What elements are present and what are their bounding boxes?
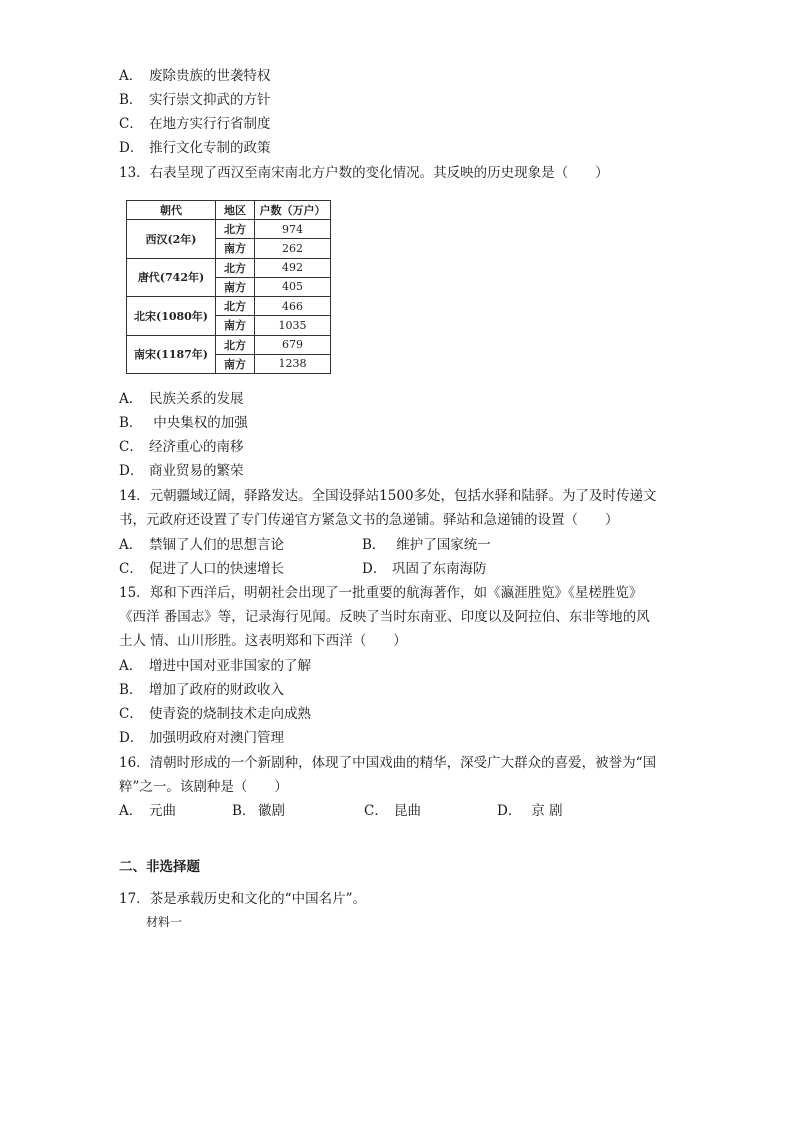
header-region: 地区 xyxy=(216,201,255,220)
q16-stem-line1: 16．清朝时形成的一个新剧种，体现了中国戏曲的精华，深受广大群众的喜爱，被誉为“国 xyxy=(119,755,657,771)
q15-option-c: C． 使青瓷的烧制技术走向成熟 xyxy=(119,706,311,722)
q16-option-a: A． 元曲 xyxy=(119,803,176,819)
q16-option-d: D． 京 剧 xyxy=(497,803,563,819)
q12-option-b: B． 实行崇文抑武的方针 xyxy=(119,92,271,108)
q12-option-d: D． 推行文化专制的政策 xyxy=(119,140,271,156)
q16-option-b: B． 徽剧 xyxy=(232,803,285,819)
q15-stem-line3: 土人 情、山川形胜。这表明郑和下西洋（ ） xyxy=(119,633,407,649)
header-households: 户数（万户） xyxy=(255,201,331,220)
table-header-row xyxy=(127,201,331,220)
header-dynasty: 朝代 xyxy=(127,201,216,220)
q16-option-c: C． 昆曲 xyxy=(364,803,421,819)
q12-option-a: A． 废除贵族的世袭特权 xyxy=(119,68,271,84)
q13-option-c: C． 经济重心的南移 xyxy=(119,439,244,455)
section-title: 二、非选择题 xyxy=(119,859,200,875)
table-row: 唐代(742年) 北方 492 xyxy=(127,258,331,277)
q16-stem-line2: 粹”之一。该剧种是（ ） xyxy=(119,779,288,795)
q13-stem: 13．右表呈现了西汉至南宋南北方户数的变化情况。其反映的历史现象是（ ） xyxy=(119,165,609,181)
table-row: 南方 1238 xyxy=(127,354,331,373)
table-row: 南宋(1187年) 北方 679 xyxy=(127,335,331,354)
households-table xyxy=(126,200,333,375)
q15-option-a: A． 增进中国对亚非国家的了解 xyxy=(119,658,311,674)
table-row: 北宋(1080年) 北方 466 xyxy=(127,297,331,316)
q17-stem: 17．茶是承载历史和文化的“中国名片”。 xyxy=(119,891,366,907)
q12-option-c: C． 在地方实行行省制度 xyxy=(119,116,271,132)
q15-stem-line1: 15．郑和下西洋后，明朝社会出现了一批重要的航海著作，如《瀛涯胜览》《星槎胜览》 xyxy=(119,585,643,601)
table-row: 南方 405 xyxy=(127,277,331,296)
table-row: 南方 262 xyxy=(127,239,331,258)
table-row: 南方 1035 xyxy=(127,316,331,335)
q13-option-a: A． 民族关系的发展 xyxy=(119,391,244,407)
q14-stem-line1: 14．元朝疆域辽阔，驿路发达。全国设驿站1500多处，包括水驿和陆驿。为了及时传递文 xyxy=(119,488,657,504)
q14-option-a: A． 禁锢了人们的思想言论 xyxy=(119,537,284,553)
table-row: 西汉(2年) 北方 974 xyxy=(127,220,331,239)
q14-option-c: C． 促进了人口的快速增长 xyxy=(119,561,284,577)
q14-option-d: D． 巩固了东南海防 xyxy=(362,561,487,577)
q13-option-d: D． 商业贸易的繁荣 xyxy=(119,463,244,479)
q15-stem-line2: 《西洋 番国志》等，记录海行见闻。反映了当时东南亚、印度以及阿拉伯、东非等地的风 xyxy=(119,609,650,625)
q14-option-b: B． 维护了国家统一 xyxy=(362,537,491,553)
q14-stem-line2: 书，元政府还设置了专门传递官方紧急文书的急递铺。驿站和急递铺的设置（ ） xyxy=(119,512,619,528)
q15-option-b: B． 增加了政府的财政收入 xyxy=(119,682,284,698)
q15-option-d: D． 加强明政府对澳门管理 xyxy=(119,730,284,746)
q13-option-b: B． 中央集权的加强 xyxy=(119,415,248,431)
material-label: 材料一 xyxy=(146,915,183,929)
